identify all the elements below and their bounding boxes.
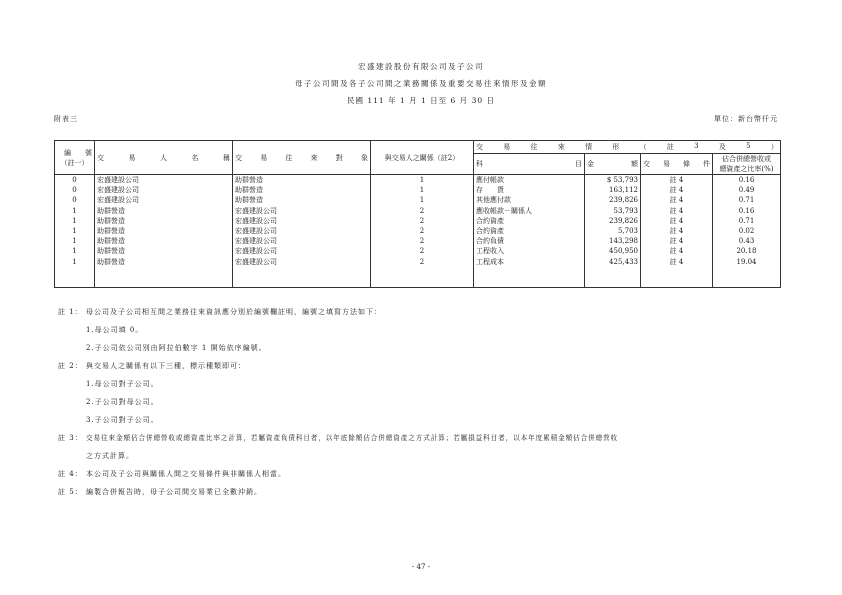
row-account: 工程收入 bbox=[474, 246, 585, 256]
row-no: 1 bbox=[55, 206, 95, 216]
note-4-text: 本公司及子公司與關係人間之交易條件與非關係人相當。 bbox=[86, 470, 286, 478]
row-relation: 1 bbox=[371, 185, 474, 195]
header-char: 科 bbox=[476, 160, 483, 168]
row-no: 1 bbox=[55, 216, 95, 226]
header-char: 交 bbox=[235, 153, 242, 162]
row-no: 1 bbox=[55, 226, 95, 236]
header-char: 易 bbox=[503, 143, 511, 151]
note-2-text: 與交易人之關係有以下三種，標示種類即可： bbox=[86, 362, 246, 370]
table-row bbox=[55, 185, 781, 195]
header-spread-text bbox=[235, 153, 368, 163]
table-row bbox=[55, 175, 781, 186]
row-terms: 註 4 bbox=[641, 257, 713, 267]
note-3 bbox=[58, 429, 798, 447]
table-bottom-space bbox=[55, 267, 781, 288]
row-counterparty: 宏盛建設公司 bbox=[233, 226, 371, 236]
header-char: （ bbox=[639, 143, 647, 151]
row-terms: 註 4 bbox=[641, 195, 713, 205]
header-relation: 與交易人之關係（註2） bbox=[371, 141, 474, 175]
empty-cell bbox=[474, 267, 585, 288]
row-party: 助群營造 bbox=[95, 246, 233, 256]
row-ratio: 20.18 bbox=[713, 246, 781, 256]
row-counterparty: 助群營造 bbox=[233, 195, 371, 205]
row-relation: 2 bbox=[371, 226, 474, 236]
row-account: 合約資產 bbox=[474, 226, 585, 236]
header-ratio bbox=[713, 154, 781, 175]
header-account bbox=[474, 154, 585, 175]
row-counterparty: 助群營造 bbox=[233, 175, 371, 186]
row-terms: 註 4 bbox=[641, 226, 713, 236]
header-no bbox=[55, 141, 95, 175]
row-counterparty: 宏盛建設公司 bbox=[233, 257, 371, 267]
note-2-label: 註 2： bbox=[58, 362, 83, 370]
row-party: 助群營造 bbox=[95, 206, 233, 216]
row-party: 宏盛建設公司 bbox=[95, 195, 233, 205]
header-char: 往 bbox=[285, 153, 293, 162]
row-no: 1 bbox=[55, 246, 95, 256]
note-5-label: 註 5： bbox=[58, 488, 83, 496]
header-counterparty bbox=[233, 141, 371, 175]
row-relation: 2 bbox=[371, 257, 474, 267]
header-char: 目 bbox=[575, 160, 582, 168]
header-spread-text bbox=[643, 159, 710, 169]
row-ratio: 0.71 bbox=[713, 216, 781, 226]
header-group bbox=[474, 141, 781, 154]
transactions-table bbox=[54, 140, 781, 288]
row-no: 0 bbox=[55, 175, 95, 186]
row-no: 0 bbox=[55, 195, 95, 205]
row-amount: 163,112 bbox=[585, 185, 641, 195]
note-1-item-1: 1.母公司填 0。 bbox=[86, 326, 144, 334]
note-3-label: 註 3： bbox=[58, 434, 83, 442]
note-1-item-2: 2.子公司依公司別由阿拉伯數字 1 開始依序編號。 bbox=[86, 344, 267, 352]
row-counterparty: 宏盛建設公司 bbox=[233, 246, 371, 256]
header-char: 件 bbox=[703, 160, 710, 168]
table-row bbox=[55, 226, 781, 236]
header-spread-text bbox=[97, 153, 230, 163]
note-3-continued: 之方式計算。 bbox=[86, 452, 134, 460]
row-ratio: 0.43 bbox=[713, 236, 781, 246]
header-char: 註 bbox=[666, 143, 674, 151]
empty-cell bbox=[55, 267, 95, 288]
header-char: 5 bbox=[746, 142, 751, 150]
header-amount bbox=[585, 154, 641, 175]
row-party: 助群營造 bbox=[95, 257, 233, 267]
row-account: 存 貨 bbox=[474, 185, 585, 195]
notes-section bbox=[58, 303, 798, 501]
header-char: 及 bbox=[718, 143, 726, 151]
table-row bbox=[55, 246, 781, 256]
empty-cell bbox=[641, 267, 713, 288]
note-4 bbox=[58, 465, 798, 483]
row-party: 宏盛建設公司 bbox=[95, 185, 233, 195]
row-relation: 2 bbox=[371, 216, 474, 226]
row-counterparty: 助群營造 bbox=[233, 185, 371, 195]
note-2 bbox=[58, 357, 798, 375]
row-no: 1 bbox=[55, 257, 95, 267]
note-3-text: 交易往來金額佔合併總營收或總資產比率之計算，若屬資產負債科目者，以年底餘額佔合併總資產之方式計算；若屬損益科目者，以本年度累積金額佔合併總營收 bbox=[86, 434, 619, 442]
row-amount: 5,703 bbox=[585, 226, 641, 236]
table-row bbox=[55, 257, 781, 267]
header-spread-text bbox=[587, 159, 638, 169]
header-char: 情 bbox=[585, 143, 593, 151]
row-ratio: 0.16 bbox=[713, 206, 781, 216]
row-ratio: 0.71 bbox=[713, 195, 781, 205]
header-char: 象 bbox=[360, 153, 368, 162]
header-spread-text bbox=[476, 142, 778, 152]
row-terms: 註 4 bbox=[641, 206, 713, 216]
row-amount: 450,950 bbox=[585, 246, 641, 256]
note-1-text: 母公司及子公司相互間之業務往來資訊應分別於編號欄註明，編號之填寫方法如下： bbox=[86, 308, 382, 316]
header-char: 來 bbox=[310, 153, 318, 162]
row-counterparty: 宏盛建設公司 bbox=[233, 216, 371, 226]
row-party: 助群營造 bbox=[95, 216, 233, 226]
row-amount: $ 53,793 bbox=[585, 175, 641, 186]
row-no: 0 bbox=[55, 185, 95, 195]
note-2-item-3: 3.子公司對子公司。 bbox=[86, 416, 159, 424]
header-spread-text bbox=[476, 159, 582, 169]
header-char: 稱 bbox=[223, 153, 230, 162]
row-party: 助群營造 bbox=[95, 236, 233, 246]
header-char: 往 bbox=[530, 143, 538, 151]
row-amount: 239,826 bbox=[585, 216, 641, 226]
empty-cell bbox=[713, 267, 781, 288]
header-no-label: 編 號 bbox=[64, 148, 92, 157]
header-char: 名 bbox=[191, 153, 199, 162]
header-char: 交 bbox=[643, 160, 650, 168]
row-terms: 註 4 bbox=[641, 246, 713, 256]
row-relation: 2 bbox=[371, 236, 474, 246]
table-row bbox=[55, 236, 781, 246]
page-number: - 47 - bbox=[411, 563, 431, 571]
header-char: 3 bbox=[694, 142, 699, 150]
row-relation: 2 bbox=[371, 206, 474, 216]
row-terms: 註 4 bbox=[641, 185, 713, 195]
note-1 bbox=[58, 303, 798, 321]
note-2-item-1: 1.母公司對子公司。 bbox=[86, 380, 159, 388]
row-relation: 2 bbox=[371, 246, 474, 256]
row-terms: 註 4 bbox=[641, 236, 713, 246]
header-char: 交 bbox=[476, 143, 483, 151]
empty-cell bbox=[371, 267, 474, 288]
report-title: 母子公司間及各子公司間之業務關係及重要交易往來情形及金額 bbox=[295, 79, 547, 88]
header-char: 來 bbox=[557, 143, 565, 151]
note-5 bbox=[58, 483, 798, 501]
row-account: 合約資產 bbox=[474, 216, 585, 226]
row-account: 工程成本 bbox=[474, 257, 585, 267]
row-terms: 註 4 bbox=[641, 175, 713, 186]
appendix-label: 附表三 bbox=[54, 115, 78, 123]
row-no: 1 bbox=[55, 236, 95, 246]
header-char: 條 bbox=[683, 160, 690, 168]
row-amount: 425,433 bbox=[585, 257, 641, 267]
row-terms: 註 4 bbox=[641, 216, 713, 226]
header-char: 金 bbox=[587, 160, 594, 168]
header-char: 形 bbox=[612, 143, 620, 151]
row-amount: 53,793 bbox=[585, 206, 641, 216]
empty-cell bbox=[233, 267, 371, 288]
row-relation: 1 bbox=[371, 195, 474, 205]
header-terms bbox=[641, 154, 713, 175]
header-party bbox=[95, 141, 233, 175]
row-ratio: 0.49 bbox=[713, 185, 781, 195]
header-char: 交 bbox=[97, 153, 104, 162]
row-account: 其他應付款 bbox=[474, 195, 585, 205]
company-name: 宏盛建設股份有限公司及子公司 bbox=[358, 62, 484, 71]
header-no-note: （註一） bbox=[60, 158, 89, 167]
row-counterparty: 宏盛建設公司 bbox=[233, 236, 371, 246]
note-5-text: 編製合併報告時，母子公司間交易業已全數沖銷。 bbox=[86, 488, 262, 496]
row-amount: 239,826 bbox=[585, 195, 641, 205]
row-party: 助群營造 bbox=[95, 226, 233, 236]
header-ratio-line2: 總資產之比率(%) bbox=[719, 165, 774, 173]
unit-label: 單位：新台幣仟元 bbox=[714, 115, 778, 123]
note-1-label: 註 1： bbox=[58, 308, 83, 316]
table-row bbox=[55, 206, 781, 216]
row-account: 合約負債 bbox=[474, 236, 585, 246]
row-ratio: 0.02 bbox=[713, 226, 781, 236]
row-counterparty: 宏盛建設公司 bbox=[233, 206, 371, 216]
empty-cell bbox=[95, 267, 233, 288]
header-char: 對 bbox=[335, 153, 343, 162]
report-period: 民國 111 年 1 月 1 日至 6 月 30 日 bbox=[346, 96, 495, 105]
header-char: 易 bbox=[663, 160, 670, 168]
row-relation: 1 bbox=[371, 175, 474, 186]
row-amount: 143,298 bbox=[585, 236, 641, 246]
header-char: 易 bbox=[128, 153, 136, 162]
header-char: 易 bbox=[260, 153, 268, 162]
row-party: 宏盛建設公司 bbox=[95, 175, 233, 186]
header-ratio-line1: 佔合併總營收或 bbox=[722, 155, 771, 163]
table-row bbox=[55, 195, 781, 205]
table-row bbox=[55, 216, 781, 226]
row-ratio: 0.16 bbox=[713, 175, 781, 186]
header-char: 人 bbox=[160, 153, 167, 162]
row-account: 應收帳款－關係人 bbox=[474, 206, 585, 216]
header-char: 額 bbox=[631, 160, 638, 168]
empty-cell bbox=[585, 267, 641, 288]
header-char: ） bbox=[770, 143, 778, 151]
note-2-item-2: 2.子公司對母公司。 bbox=[86, 398, 159, 406]
row-ratio: 19.04 bbox=[713, 257, 781, 267]
table-body bbox=[55, 175, 781, 288]
note-4-label: 註 4： bbox=[58, 470, 83, 478]
row-account: 應付帳款 bbox=[474, 175, 585, 186]
